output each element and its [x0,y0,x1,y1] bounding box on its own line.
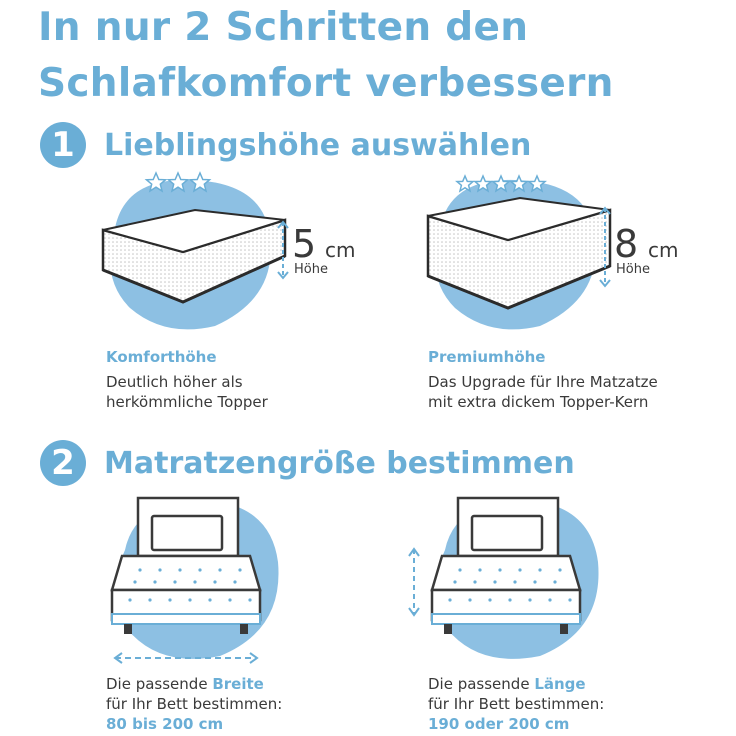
desc-highlight: Länge [534,675,586,693]
page-title [38,0,728,112]
desc-line-2: mit extra dickem Topper-Kern [428,393,649,411]
mattress-top [432,556,580,590]
height-value: 5 [292,222,317,266]
height-unit: cm [325,238,356,262]
bed-base [112,614,260,624]
step-2-header [40,438,575,488]
height-arrow-icon [598,206,612,288]
mattress-top [112,556,260,590]
size-range: 190 oder 200 cm [428,715,570,733]
length-description [428,674,604,734]
option-heading: Komforthöhe [106,348,217,366]
bed-base [432,614,580,624]
height-label: Höhe [616,262,650,277]
height-unit: cm [648,238,679,262]
bed-width-illustration [100,490,290,670]
height-label: Höhe [294,262,328,277]
bed-length-illustration [420,490,610,670]
stars-3 [144,170,216,196]
title-line-2: Schlafkomfort verbessern [38,61,614,106]
bed-leg [444,624,452,634]
desc-prefix: Die passende [106,675,213,693]
pillow [472,516,542,550]
length-arrow-icon [406,546,422,618]
height-arrow-icon [276,220,290,280]
desc-line-2: für Ihr Bett bestimmen: [106,695,283,713]
title-line-1: In nur 2 Schritten den [38,5,529,50]
bed-leg [240,624,248,634]
step-1-number: 1 [40,122,86,168]
bed-leg [124,624,132,634]
option-description [428,372,658,412]
star-icon [147,173,210,191]
step-2-title: Matratzengröße bestimmen [104,445,575,481]
desc-line-1: Das Upgrade für Ihre Matzatze [428,373,658,391]
option-heading: Premiumhöhe [428,348,546,366]
desc-line-2: herkömmliche Topper [106,393,268,411]
desc-highlight: Breite [212,675,264,693]
star-icon [457,176,545,191]
bed-leg [560,624,568,634]
desc-line-2: für Ihr Bett bestimmen: [428,695,605,713]
desc-line-1: Deutlich höher als [106,373,243,391]
width-description [106,674,282,734]
step-2-number: 2 [40,440,86,486]
stars-5 [455,172,555,198]
width-arrow-icon [112,650,260,666]
option-description [106,372,268,412]
height-value: 8 [614,222,639,266]
step-1-title: Lieblingshöhe auswählen [104,127,532,163]
step-1-header [40,120,531,170]
desc-prefix: Die passende [428,675,535,693]
pillow [152,516,222,550]
size-range: 80 bis 200 cm [106,715,224,733]
